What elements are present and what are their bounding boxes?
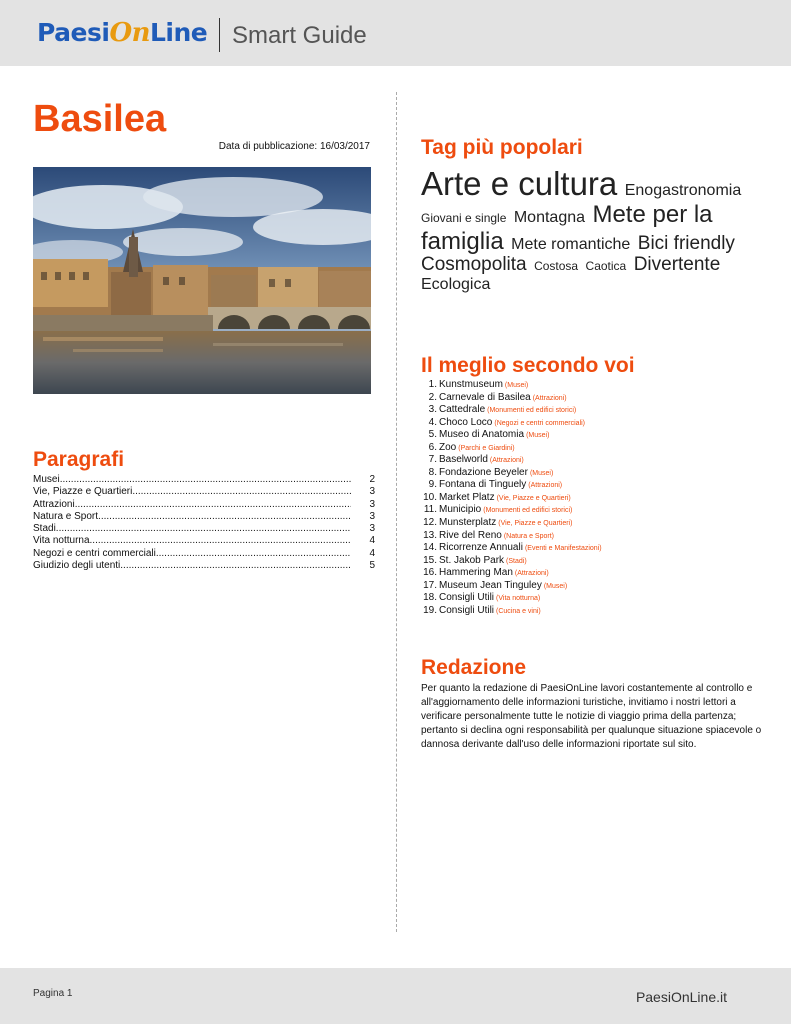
header-subtitle: Smart Guide	[232, 22, 367, 49]
toc-item-page: 3	[369, 498, 375, 510]
best-item-name: Hammering Man	[439, 567, 513, 579]
toc-leader-dots	[132, 486, 351, 498]
toc-item-label: Negozi e centri commerciali	[33, 547, 156, 559]
toc-item-page: 5	[369, 560, 375, 572]
best-item-number: 13.	[423, 529, 437, 541]
tag-link[interactable]: Arte e cultura	[421, 165, 618, 202]
best-item-number: 17.	[423, 579, 437, 591]
best-list-item[interactable]	[421, 542, 602, 555]
logo-text-on: On	[109, 18, 150, 48]
best-item-number: 1.	[428, 379, 437, 390]
best-item-name: Consigli Utili	[439, 592, 495, 604]
best-list-item[interactable]	[421, 479, 602, 492]
best-item-name: Fondazione Beyeler	[439, 466, 528, 478]
best-item-name: Cattedrale	[439, 404, 486, 416]
best-list-item[interactable]	[421, 442, 602, 455]
tag-link[interactable]: Bici friendly	[637, 232, 735, 254]
best-list-item[interactable]	[421, 580, 602, 593]
site-link[interactable]: PaesiOnLine.it	[635, 989, 727, 1005]
paragrafi-list	[33, 474, 375, 572]
tag-link[interactable]: Costosa	[534, 259, 579, 274]
publication-date: Data di pubblicazione: 16/03/2017	[218, 141, 370, 152]
best-list-item[interactable]	[421, 379, 602, 392]
toc-item-label: Giudizio degli utenti	[33, 560, 121, 572]
toc-item-label: Natura e Sport	[33, 510, 99, 522]
best-list	[421, 379, 602, 617]
toc-item-page: 4	[369, 547, 375, 559]
best-list-item[interactable]	[421, 530, 602, 543]
toc-leader-dots	[120, 560, 351, 572]
best-item-name: Municipio	[439, 504, 482, 516]
best-item-category: (Eventi e Manifestazioni)	[524, 545, 602, 553]
toc-leader-dots	[156, 548, 351, 560]
best-list-item[interactable]	[421, 454, 602, 467]
best-item-category: (Musei)	[526, 432, 550, 440]
toc-item[interactable]	[33, 523, 375, 535]
redazione-heading: Redazione	[421, 656, 527, 679]
best-list-item[interactable]	[421, 492, 602, 505]
best-item-name: Munsterplatz	[439, 517, 497, 529]
best-item-number: 8.	[428, 466, 437, 478]
best-item-number: 16.	[423, 567, 437, 579]
toc-item[interactable]	[33, 474, 375, 486]
best-item-category: (Negozi e centri commerciali)	[494, 419, 586, 427]
best-item-category: (Attrazioni)	[489, 457, 524, 465]
best-item-name: Consigli Utili	[439, 604, 495, 616]
best-item-category: (Musei)	[529, 469, 554, 477]
toc-leader-dots	[98, 511, 351, 523]
toc-leader-dots	[75, 499, 351, 511]
best-list-item[interactable]	[421, 567, 602, 580]
tag-link[interactable]: Giovani e single	[421, 211, 507, 226]
best-item-number: 15.	[423, 554, 437, 566]
toc-item[interactable]	[33, 486, 375, 498]
best-item-number: 5.	[428, 429, 437, 441]
column-divider	[396, 92, 397, 932]
best-item-category: (Parchi e Giardini)	[458, 444, 515, 452]
best-item-name: Rive del Reno	[439, 529, 502, 541]
tag-link[interactable]: Mete romantiche	[511, 235, 631, 253]
best-item-name: Museo di Anatomia	[439, 429, 525, 441]
toc-item[interactable]	[33, 548, 375, 560]
best-item-number: 18.	[423, 592, 437, 604]
best-list-item[interactable]	[421, 429, 602, 442]
best-item-name: St. Jakob Park	[439, 554, 505, 566]
best-item-category: (Monumenti ed edifici storici)	[483, 507, 573, 515]
best-item-category: (Stadi)	[506, 557, 527, 565]
best-item-category: (Monumenti ed edifici storici)	[487, 407, 577, 415]
best-item-number: 10.	[423, 491, 437, 503]
toc-item-page: 4	[369, 535, 375, 547]
tag-link[interactable]: Caotica	[585, 259, 627, 274]
toc-item-page: 2	[369, 474, 375, 485]
best-item-number: 2.	[428, 391, 437, 403]
toc-item-label: Vita notturna	[33, 535, 90, 547]
best-list-item[interactable]	[421, 404, 602, 417]
toc-item[interactable]	[33, 560, 375, 572]
best-item-name: Ricorrenze Annuali	[439, 542, 523, 554]
best-item-name: Zoo	[439, 441, 457, 453]
best-item-number: 6.	[428, 441, 437, 453]
best-list-item[interactable]	[421, 555, 602, 568]
toc-item[interactable]	[33, 535, 375, 547]
best-list-item[interactable]	[421, 504, 602, 517]
toc-item-label: Vie, Piazze e Quartieri	[33, 486, 133, 498]
best-item-category: (Attrazioni)	[528, 482, 563, 490]
best-item-name: Baselworld	[439, 454, 488, 466]
paragrafi-heading: Paragrafi	[33, 448, 125, 471]
best-item-category: (Vita notturna)	[496, 595, 541, 603]
best-item-number: 9.	[428, 479, 437, 491]
best-item-name: Fontana di Tinguely	[439, 479, 527, 491]
best-item-number: 14.	[423, 542, 437, 554]
best-item-number: 11.	[423, 504, 437, 516]
best-item-number: 12.	[423, 517, 437, 529]
best-item-category: (Vie, Piazze e Quartieri)	[496, 494, 571, 502]
toc-item-page: 3	[369, 523, 375, 535]
toc-item-label: Musei	[33, 474, 60, 485]
best-item-category: (Attrazioni)	[532, 394, 567, 402]
toc-leader-dots	[60, 474, 351, 486]
best-list-item[interactable]	[421, 417, 602, 430]
best-item-name: Market Platz	[439, 491, 495, 503]
tag-link[interactable]: Divertente	[633, 254, 721, 276]
toc-item[interactable]	[33, 511, 375, 523]
tag-link[interactable]: Montagna	[513, 209, 586, 227]
tag-link[interactable]: Mete per la famiglia	[421, 201, 713, 255]
best-item-category: (Musei)	[504, 382, 529, 389]
best-item-number: 19.	[423, 604, 437, 616]
toc-item-page: 3	[369, 510, 375, 522]
best-list-item[interactable]	[421, 592, 602, 605]
best-item-number: 3.	[428, 404, 437, 416]
tag-cloud	[421, 166, 766, 294]
basel-city-photo	[33, 167, 371, 394]
tag-link[interactable]: Ecologica	[421, 275, 491, 293]
best-item-category: (Attrazioni)	[514, 570, 549, 578]
best-heading: Il meglio secondo voi	[421, 354, 635, 377]
best-item-name: Kunstmuseum	[439, 379, 503, 390]
best-list-item[interactable]	[421, 467, 602, 480]
redazione-text: Per quanto la redazione di PaesiOnLine lavori costantemente al controllo e all'aggiornamento delle informazioni turistiche, invitiamo i nostri lettori a verificare personalmente tutte le notizie di viaggio prima della partenza; pertanto si declina ogni responsabilità per qualunque situazione spiacevole o dannosa derivante dall'uso delle informazioni riportate sul sito.	[421, 683, 762, 750]
tags-heading: Tag più popolari	[421, 136, 583, 159]
best-list-item[interactable]	[421, 392, 602, 405]
logo-text-line: Line	[150, 18, 208, 47]
best-item-category: (Natura e Sport)	[503, 532, 554, 540]
logo-text-paesi: Paesi	[37, 18, 110, 47]
best-list-item[interactable]	[421, 605, 602, 618]
best-item-category: (Cucina e vini)	[496, 607, 541, 615]
best-item-category: (Vie, Piazze e Quartieri)	[498, 520, 573, 528]
best-item-name: Museum Jean Tinguley	[439, 579, 542, 591]
city-river-photo-icon	[33, 167, 371, 394]
toc-item-label: Attrazioni	[33, 498, 75, 510]
tag-link[interactable]: Enogastronomia	[624, 182, 742, 199]
best-item-number: 7.	[428, 454, 437, 466]
best-item-name: Carnevale di Basilea	[439, 391, 531, 403]
page-number: Pagina 1	[33, 988, 73, 999]
paesionline-logo[interactable]	[37, 18, 207, 52]
best-item-category: (Musei)	[543, 582, 568, 590]
toc-leader-dots	[56, 523, 351, 535]
toc-leader-dots	[90, 535, 351, 547]
toc-item-page: 3	[369, 486, 375, 498]
page-title: Basilea	[33, 98, 167, 140]
tag-link[interactable]: Cosmopolita	[421, 254, 527, 276]
best-item-name: Choco Loco	[439, 416, 493, 428]
toc-item[interactable]	[33, 499, 375, 511]
toc-item-label: Stadi	[33, 523, 56, 535]
header-separator	[219, 18, 220, 52]
best-item-number: 4.	[428, 416, 437, 428]
best-list-item[interactable]	[421, 517, 602, 530]
